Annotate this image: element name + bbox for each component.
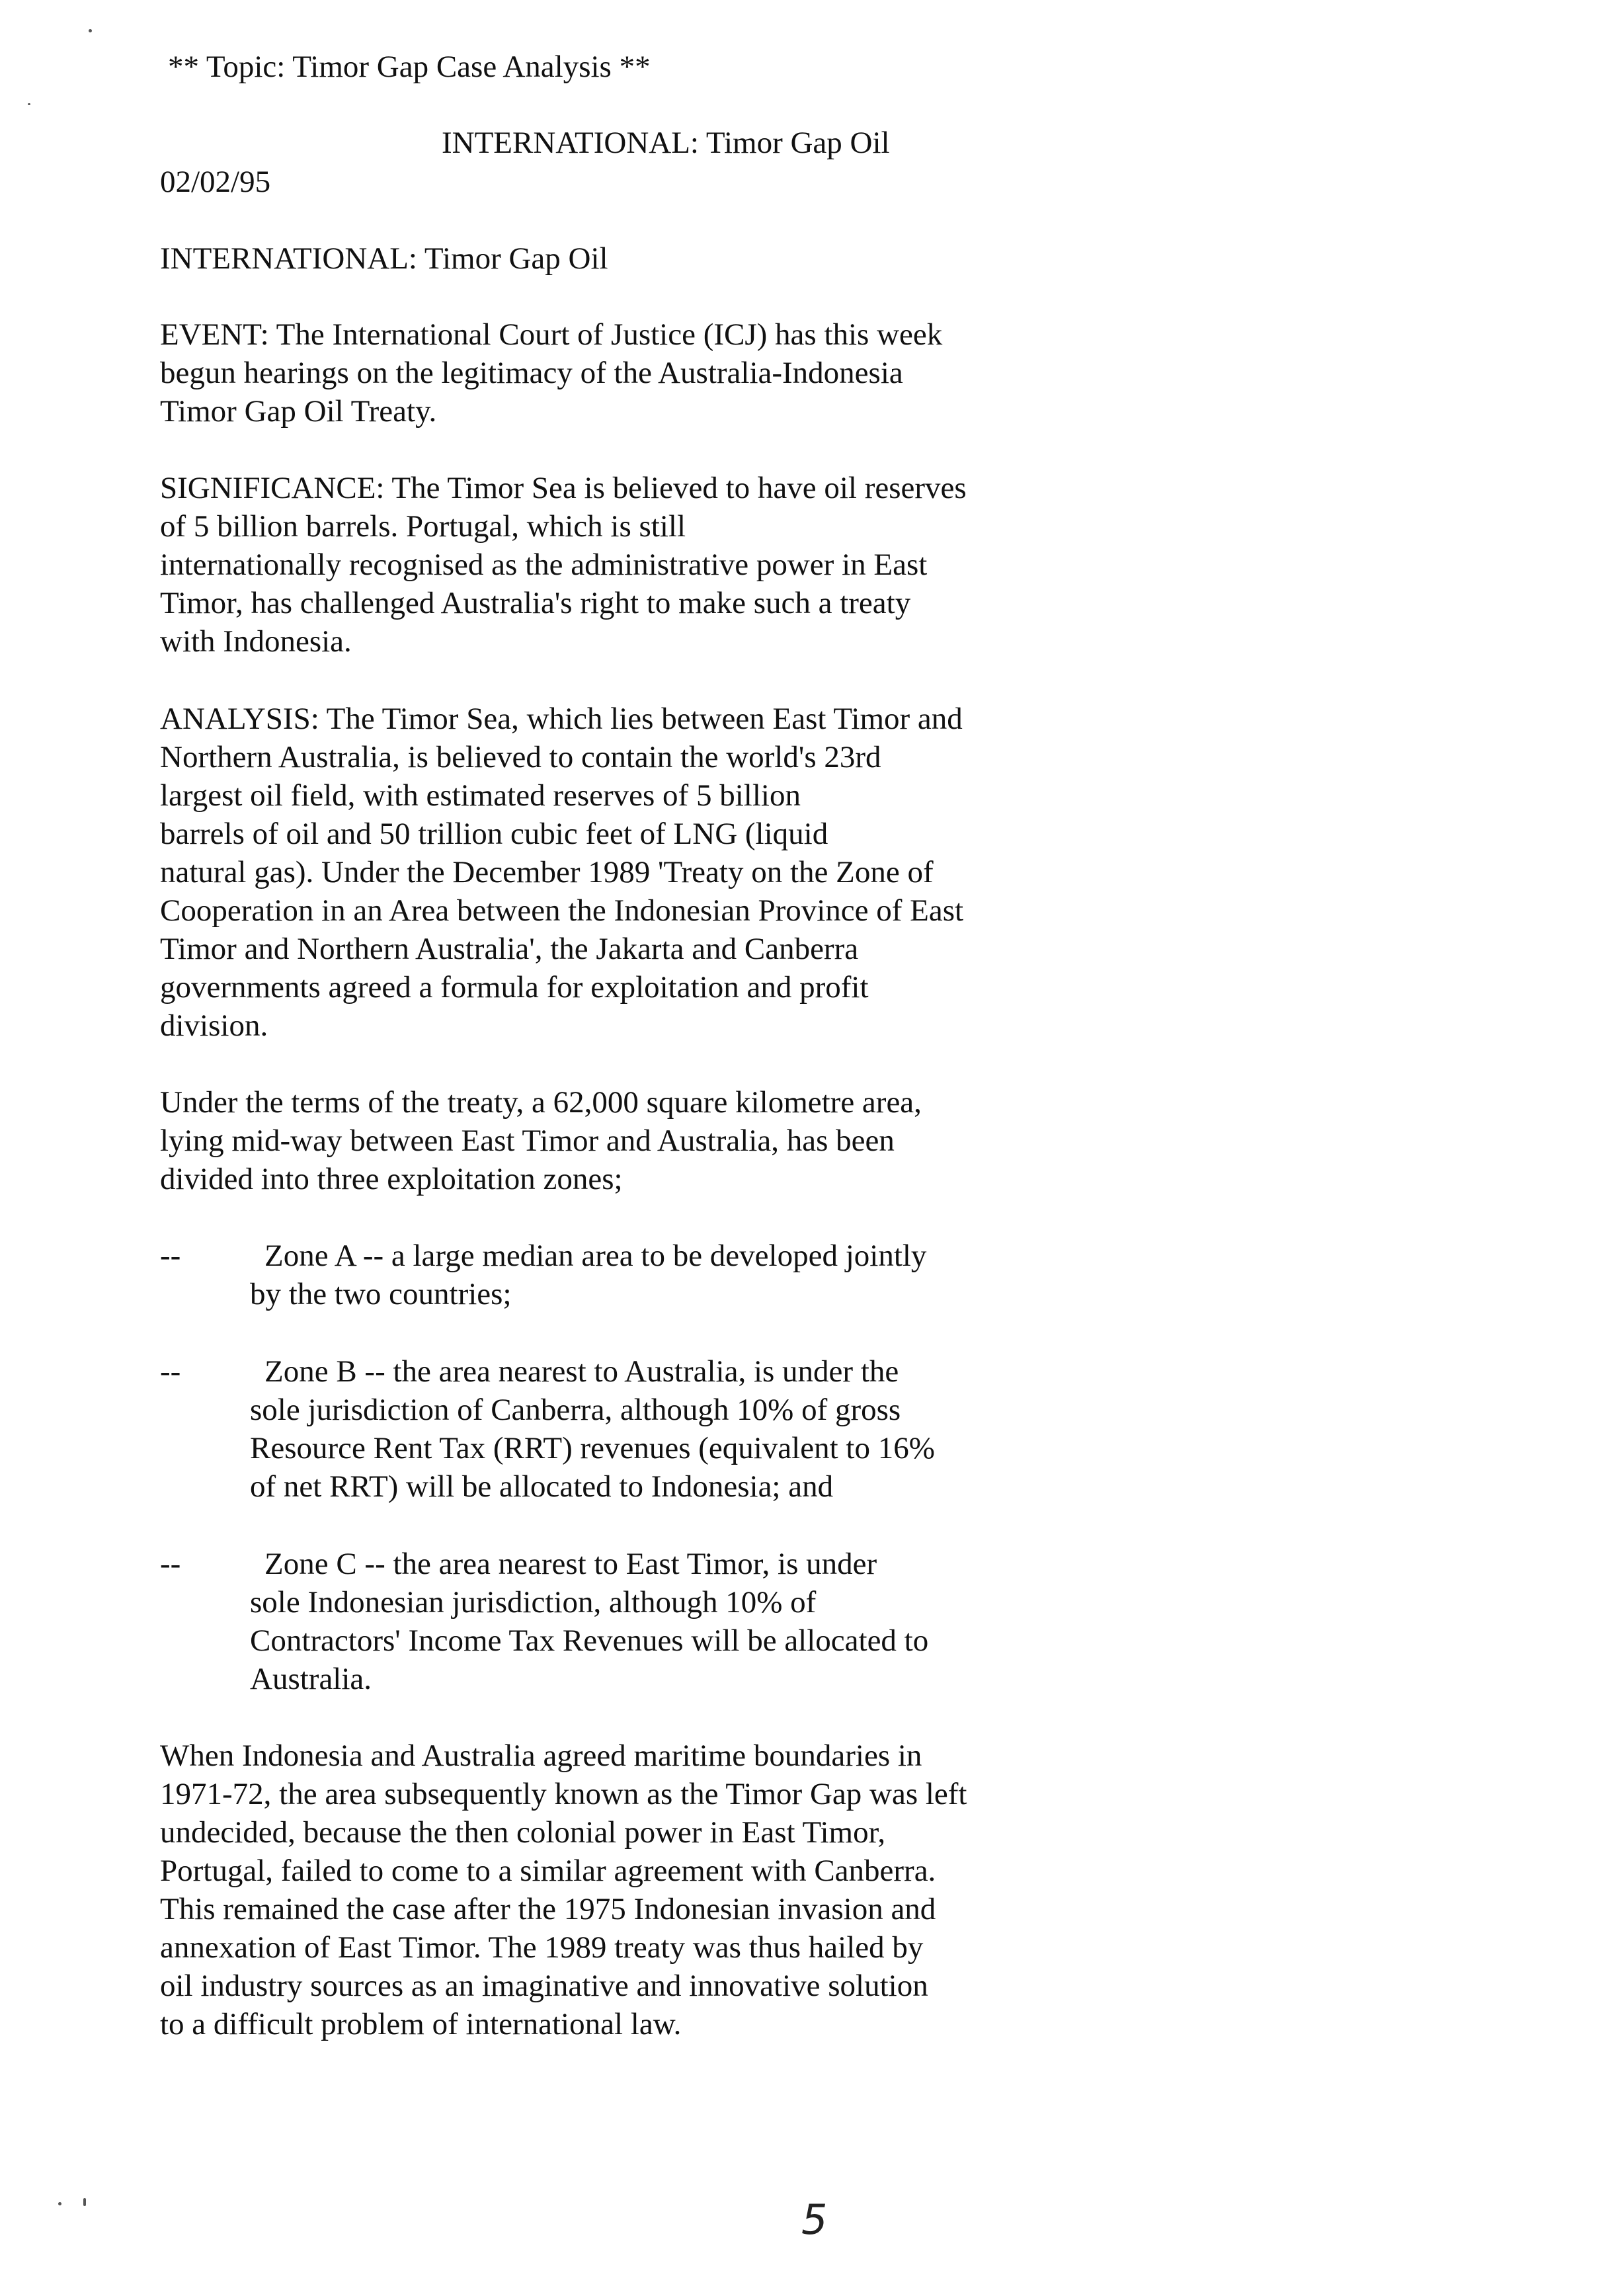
significance-line: of 5 billion barrels. Portugal, which is still [160,509,686,544]
terms-line: divided into three exploitation zones; [160,1162,623,1196]
analysis-line: Northern Australia, is believed to contain the world's 23rd [160,740,881,774]
boundaries-line: to a difficult problem of international law. [160,2007,682,2041]
analysis-line: natural gas). Under the December 1989 'Treaty on the Zone of [160,855,934,889]
boundaries-line: undecided, because the then colonial power in East Timor, [160,1815,886,1850]
analysis-line: division. [160,1008,268,1043]
zone-b-line: of net RRT) will be allocated to Indonesia; and [250,1469,834,1504]
boundaries-line: 1971-72, the area subsequently known as the Timor Gap was left [160,1777,967,1811]
zone-c-line: Zone C -- the area nearest to East Timor, is under [264,1547,877,1581]
boundaries-line: When Indonesia and Australia agreed maritime boundaries in [160,1739,922,1773]
boundaries-line: oil industry sources as an imaginative and innovative solution [160,1969,928,2003]
scan-speck [83,2198,86,2206]
zone-a-line: by the two countries; [250,1277,512,1311]
terms-line: lying mid-way between East Timor and Australia, has been [160,1124,895,1158]
event-line: Timor Gap Oil Treaty. [160,394,437,429]
section-title: INTERNATIONAL: Timor Gap Oil [160,241,608,276]
scan-speck [28,103,30,105]
page-number: 5 [801,2195,828,2244]
boundaries-line: This remained the case after the 1975 Indonesian invasion and [160,1892,936,1926]
terms-line: Under the terms of the treaty, a 62,000 square kilometre area, [160,1085,922,1120]
scan-speck [58,2202,61,2205]
zone-c-dash: -- [160,1547,181,1581]
zone-a-dash: -- [160,1239,181,1273]
zone-c-line: sole Indonesian jurisdiction, although 10% of [250,1585,817,1620]
boundaries-line: Portugal, failed to come to a similar agreement with Canberra. [160,1854,936,1888]
significance-line: Timor, has challenged Australia's right to make such a treaty [160,586,911,620]
zone-b-line: Zone B -- the area nearest to Australia, is under the [264,1354,899,1389]
header-title: INTERNATIONAL: Timor Gap Oil [442,126,890,160]
scan-speck [89,29,92,32]
boundaries-line: annexation of East Timor. The 1989 treaty was thus hailed by [160,1930,924,1965]
analysis-line: barrels of oil and 50 trillion cubic feet of LNG (liquid [160,817,828,851]
zone-a-line: Zone A -- a large median area to be developed jointly [264,1239,927,1273]
document-date: 02/02/95 [160,165,271,199]
zone-c-line: Australia. [250,1662,372,1696]
analysis-line: largest oil field, with estimated reserves of 5 billion [160,778,801,813]
zone-b-line: sole jurisdiction of Canberra, although 10% of gross [250,1393,901,1427]
zone-b-dash: -- [160,1354,181,1389]
significance-line: internationally recognised as the administrative power in East [160,548,928,582]
analysis-line: ANALYSIS: The Timor Sea, which lies between East Timor and [160,702,963,736]
event-line: begun hearings on the legitimacy of the Australia-Indonesia [160,356,903,390]
significance-line: with Indonesia. [160,624,352,659]
analysis-line: Timor and Northern Australia', the Jakarta and Canberra [160,932,859,966]
significance-line: SIGNIFICANCE: The Timor Sea is believed to have oil reserves [160,471,967,505]
topic-heading: ** Topic: Timor Gap Case Analysis ** [168,50,651,84]
zone-b-line: Resource Rent Tax (RRT) revenues (equivalent to 16% [250,1431,935,1465]
zone-c-line: Contractors' Income Tax Revenues will be allocated to [250,1623,929,1658]
analysis-line: Cooperation in an Area between the Indonesian Province of East [160,893,964,928]
event-line: EVENT: The International Court of Justice (ICJ) has this week [160,317,943,352]
analysis-line: governments agreed a formula for exploitation and profit [160,970,869,1004]
